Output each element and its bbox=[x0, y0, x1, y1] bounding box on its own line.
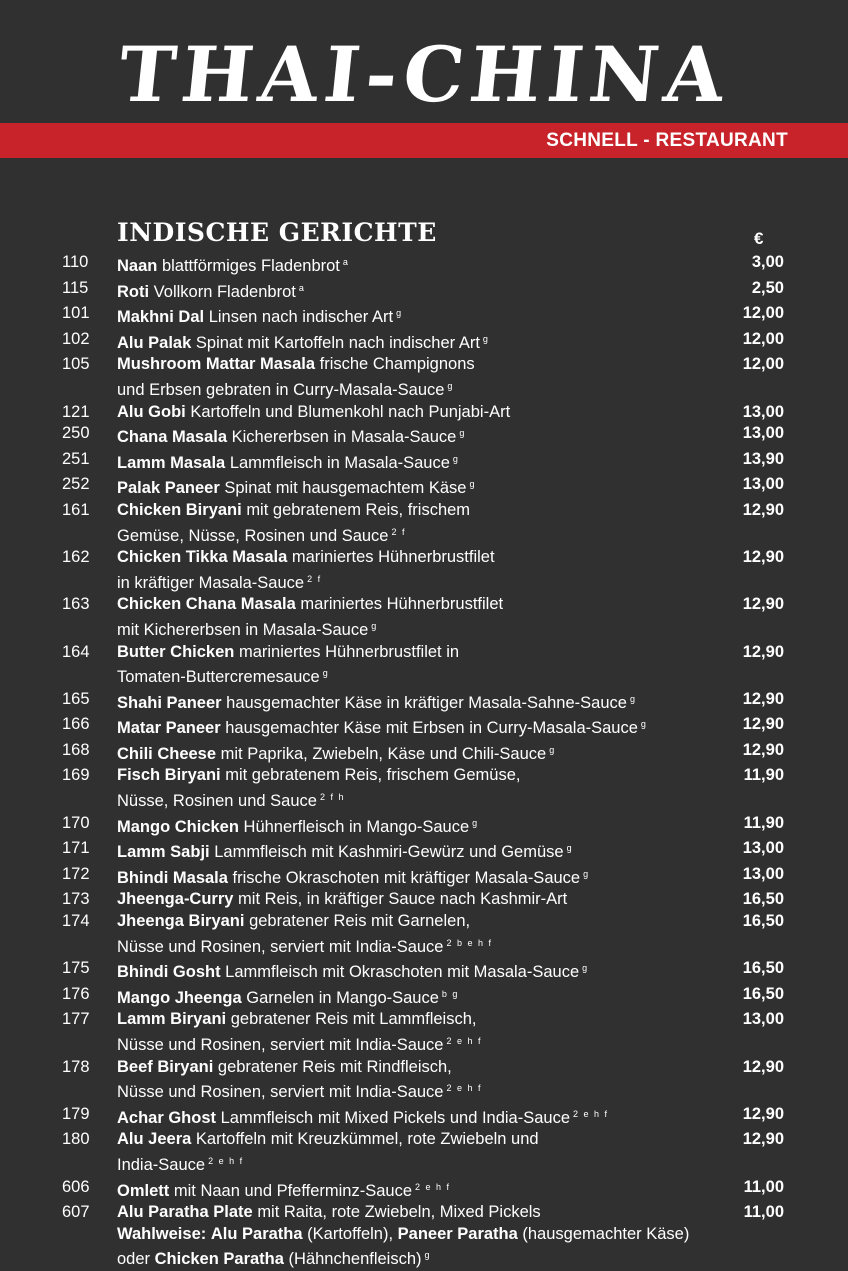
item-price: 13,00 bbox=[742, 864, 784, 883]
item-number: 172 bbox=[62, 864, 90, 883]
item-text: Kichererbsen in Masala-Sauce bbox=[231, 428, 457, 447]
item-number: 174 bbox=[62, 912, 90, 931]
item-line bbox=[117, 547, 733, 569]
item-name: Chicken Chana Masala bbox=[117, 595, 296, 614]
item-line-2 bbox=[117, 522, 733, 548]
item-line bbox=[117, 500, 733, 522]
allergen-codes: g bbox=[322, 668, 330, 679]
item-price: 12,90 bbox=[742, 689, 784, 708]
item-description bbox=[117, 423, 733, 449]
menu-item bbox=[0, 449, 848, 475]
item-price: 12,00 bbox=[742, 329, 784, 348]
menu-item bbox=[0, 354, 848, 401]
menu-list bbox=[0, 252, 848, 1271]
subtitle: SCHNELL - RESTAURANT bbox=[546, 130, 788, 151]
item-price: 12,90 bbox=[742, 595, 784, 614]
item-description bbox=[117, 864, 733, 890]
menu-item bbox=[0, 864, 848, 890]
item-number: 607 bbox=[62, 1203, 90, 1222]
menu-item bbox=[0, 813, 848, 839]
item-text: mit Paprika, Zwiebeln, Käse und Chili-Sauce bbox=[220, 744, 547, 763]
item-line bbox=[117, 1057, 733, 1079]
item-line bbox=[117, 813, 733, 839]
item-line bbox=[117, 1104, 733, 1130]
item-price: 13,00 bbox=[742, 839, 784, 858]
item-name: Roti bbox=[117, 282, 150, 301]
item-text: mariniertes Hühnerbrustfilet bbox=[300, 595, 504, 614]
item-line-2 bbox=[117, 787, 733, 813]
item-line bbox=[117, 714, 733, 740]
menu-item bbox=[0, 329, 848, 355]
item-text: mit Raita, rote Zwiebeln, Mixed Pickels bbox=[257, 1203, 541, 1222]
item-description bbox=[117, 278, 733, 304]
option-desc: (Hähnchenfleisch) bbox=[288, 1250, 422, 1269]
item-line-2 bbox=[117, 569, 733, 595]
menu-item bbox=[0, 402, 848, 424]
item-description bbox=[117, 500, 733, 547]
item-number: 169 bbox=[62, 766, 90, 785]
allergen-codes: 2 b e h f bbox=[446, 937, 493, 948]
item-number: 162 bbox=[62, 548, 90, 567]
allergen-codes: g bbox=[640, 719, 648, 730]
item-name: Palak Paneer bbox=[117, 479, 220, 498]
item-number: 110 bbox=[62, 253, 89, 271]
item-price: 12,00 bbox=[742, 304, 784, 323]
item-price: 13,00 bbox=[742, 424, 784, 443]
menu-item bbox=[0, 740, 848, 766]
item-text: mariniertes Hühnerbrustfilet bbox=[291, 548, 495, 567]
item-name: Omlett bbox=[117, 1181, 170, 1200]
menu-item bbox=[0, 423, 848, 449]
allergen-codes: 2 e h f bbox=[446, 1083, 483, 1094]
item-number: 179 bbox=[62, 1104, 90, 1123]
item-price: 16,50 bbox=[742, 984, 784, 1003]
options-label: Wahlweise: bbox=[117, 1224, 207, 1243]
allergen-codes: 2 e h f bbox=[415, 1181, 451, 1192]
item-price: 13,00 bbox=[742, 1010, 784, 1029]
item-line bbox=[117, 911, 733, 933]
item-price: 12,90 bbox=[742, 1130, 784, 1149]
item-description bbox=[117, 889, 733, 911]
item-line bbox=[117, 889, 733, 911]
allergen-codes: b g bbox=[441, 988, 459, 999]
item-number: 121 bbox=[62, 402, 90, 421]
item-text: Lammfleisch mit Okraschoten mit Masala-Sauce bbox=[225, 963, 580, 982]
item-price: 12,90 bbox=[742, 548, 784, 567]
allergen-codes: g bbox=[549, 744, 556, 755]
item-line bbox=[117, 740, 733, 766]
allergen-codes: g bbox=[396, 308, 403, 319]
allergen-codes: g bbox=[629, 693, 637, 704]
item-number: 173 bbox=[62, 890, 90, 909]
item-price: 11,90 bbox=[743, 813, 784, 832]
allergen-codes: g bbox=[452, 453, 460, 464]
allergen-codes: 2 f bbox=[307, 573, 322, 584]
item-number: 606 bbox=[62, 1177, 90, 1196]
item-price: 11,90 bbox=[743, 766, 784, 785]
item-text-2: mit Kichererbsen in Masala-Sauce bbox=[117, 620, 369, 639]
item-line bbox=[117, 402, 733, 424]
item-price: 3,00 bbox=[751, 253, 784, 271]
item-price: 12,00 bbox=[742, 355, 784, 374]
allergen-codes: 2 f bbox=[391, 526, 407, 537]
item-price: 2,50 bbox=[751, 278, 784, 297]
item-text: Hühnerfleisch in Mango-Sauce bbox=[243, 817, 470, 836]
allergen-codes: g bbox=[482, 333, 490, 344]
allergen-codes: g bbox=[583, 868, 590, 879]
item-text: mit gebratenem Reis, frischem Gemüse, bbox=[225, 766, 521, 785]
item-number: 101 bbox=[62, 304, 90, 323]
item-description bbox=[117, 714, 733, 740]
item-description bbox=[117, 329, 733, 355]
item-number: 251 bbox=[62, 449, 90, 468]
allergen-codes: g bbox=[371, 620, 378, 631]
item-line-2 bbox=[117, 1078, 733, 1104]
item-price: 12,90 bbox=[742, 1104, 784, 1123]
item-number: 166 bbox=[62, 715, 90, 734]
item-line bbox=[117, 423, 733, 449]
item-price: 11,00 bbox=[743, 1203, 784, 1222]
item-price: 12,90 bbox=[742, 500, 784, 519]
item-line bbox=[117, 864, 733, 890]
item-number: 178 bbox=[62, 1057, 90, 1076]
item-text-2: in kräftiger Masala-Sauce bbox=[117, 573, 305, 592]
item-line-2 bbox=[117, 1151, 733, 1177]
item-price: 16,50 bbox=[742, 912, 784, 931]
item-description bbox=[117, 642, 733, 689]
item-name: Chana Masala bbox=[117, 428, 228, 447]
item-line bbox=[117, 642, 733, 664]
item-name: Alu Gobi bbox=[117, 402, 186, 421]
item-text: Linsen nach indischer Art bbox=[208, 308, 394, 327]
item-name: Achar Ghost bbox=[117, 1108, 217, 1127]
item-text-2: Nüsse und Rosinen, serviert mit India-Sauce bbox=[117, 1083, 444, 1102]
allergen-codes: g bbox=[447, 380, 454, 391]
menu-item bbox=[0, 278, 848, 304]
item-line-2 bbox=[117, 1031, 733, 1057]
menu-item bbox=[0, 765, 848, 812]
menu-item bbox=[0, 889, 848, 911]
menu-item bbox=[0, 958, 848, 984]
item-text: frische Okraschoten mit kräftiger Masala-Sauce bbox=[232, 868, 581, 887]
item-text: Lammfleisch mit Mixed Pickels und India-Sauce bbox=[220, 1108, 571, 1127]
item-price: 13,90 bbox=[742, 449, 784, 468]
item-price: 16,50 bbox=[742, 959, 784, 978]
item-price: 12,90 bbox=[742, 1057, 784, 1076]
item-description bbox=[117, 547, 733, 594]
menu-item bbox=[0, 1202, 848, 1224]
item-line bbox=[117, 1177, 733, 1203]
item-text: Spinat mit Kartoffeln nach indischer Art bbox=[195, 333, 480, 352]
menu-item bbox=[0, 474, 848, 500]
option-name: Chicken Paratha bbox=[154, 1250, 284, 1269]
item-description bbox=[117, 449, 733, 475]
item-name: Beef Biryani bbox=[117, 1057, 214, 1076]
item-text: Spinat mit hausgemachtem Käse bbox=[224, 479, 467, 498]
item-text: blattförmiges Fladenbrot bbox=[161, 257, 340, 275]
item-text-2: India-Sauce bbox=[117, 1155, 206, 1174]
item-text: Lammfleisch in Masala-Sauce bbox=[229, 453, 450, 472]
item-description bbox=[117, 252, 733, 278]
menu-item bbox=[0, 1177, 848, 1203]
item-line-2 bbox=[117, 616, 733, 642]
item-line bbox=[117, 303, 733, 329]
item-description bbox=[117, 1009, 733, 1056]
item-description bbox=[117, 838, 733, 864]
allergen-codes: 2 e h f bbox=[446, 1036, 483, 1046]
item-text: mit gebratenem Reis, frischem bbox=[246, 500, 471, 519]
item-description bbox=[117, 689, 733, 715]
item-name: Mushroom Mattar Masala bbox=[117, 355, 316, 374]
option-name: Paneer Paratha bbox=[397, 1224, 518, 1243]
item-name: Lamm Biryani bbox=[117, 1010, 227, 1029]
item-number: 102 bbox=[62, 329, 90, 348]
item-line bbox=[117, 449, 733, 475]
item-name: Alu Paratha Plate bbox=[117, 1203, 253, 1222]
item-price: 13,00 bbox=[742, 475, 784, 494]
item-text: gebratener Reis mit Rindfleisch, bbox=[217, 1057, 452, 1076]
item-name: Matar Paneer bbox=[117, 719, 221, 738]
menu-item bbox=[0, 594, 848, 641]
item-number: 171 bbox=[62, 839, 90, 858]
item-price: 13,00 bbox=[742, 402, 784, 421]
item-name: Fisch Biryani bbox=[117, 766, 221, 785]
item-text: mariniertes Hühnerbrustfilet in bbox=[238, 642, 460, 661]
item-name: Chicken Biryani bbox=[117, 500, 242, 519]
option-desc: (Kartoffeln), bbox=[307, 1224, 394, 1243]
menu-item bbox=[0, 252, 848, 278]
paratha-options-line-1 bbox=[117, 1224, 797, 1246]
item-number: 168 bbox=[62, 740, 90, 759]
item-description bbox=[117, 984, 733, 1010]
item-text: mit Reis, in kräftiger Sauce nach Kashmir-Art bbox=[238, 890, 568, 909]
allergen-codes: g bbox=[469, 479, 476, 490]
option-desc: (hausgemachter Käse) bbox=[522, 1224, 690, 1243]
item-line bbox=[117, 1129, 733, 1151]
item-name: Butter Chicken bbox=[117, 642, 235, 661]
item-line bbox=[117, 354, 733, 376]
item-name: Chicken Tikka Masala bbox=[117, 548, 288, 567]
item-number: 170 bbox=[62, 813, 90, 832]
paratha-options-line-2 bbox=[117, 1245, 797, 1271]
item-line bbox=[117, 1202, 733, 1224]
item-text: mit Naan und Pfefferminz-Sauce bbox=[173, 1181, 413, 1200]
allergen-codes: g bbox=[459, 428, 466, 439]
item-name: Bhindi Gosht bbox=[117, 963, 221, 982]
allergen-codes: g bbox=[472, 817, 479, 828]
item-description bbox=[117, 303, 733, 329]
menu-item bbox=[0, 500, 848, 547]
item-name: Mango Jheenga bbox=[117, 988, 242, 1007]
item-text: Kartoffeln und Blumenkohl nach Punjabi-Art bbox=[190, 402, 511, 421]
item-description bbox=[117, 1057, 733, 1104]
item-text: gebratener Reis mit Lammfleisch, bbox=[230, 1010, 477, 1029]
item-description bbox=[117, 1104, 733, 1130]
item-number: 252 bbox=[62, 475, 90, 494]
item-number: 175 bbox=[62, 959, 90, 978]
section-title: INDISCHE GERICHTE bbox=[117, 218, 437, 247]
item-price: 16,50 bbox=[742, 890, 784, 909]
item-name: Shahi Paneer bbox=[117, 693, 222, 712]
menu-item bbox=[0, 1104, 848, 1130]
menu-item bbox=[0, 303, 848, 329]
item-line bbox=[117, 689, 733, 715]
allergen-codes: 2 f h bbox=[319, 792, 345, 803]
menu-item bbox=[0, 1057, 848, 1104]
item-name: Lamm Sabji bbox=[117, 843, 210, 862]
menu-item bbox=[0, 714, 848, 740]
item-description bbox=[117, 813, 733, 839]
item-line bbox=[117, 958, 733, 984]
item-description bbox=[117, 402, 733, 424]
item-description bbox=[117, 1202, 733, 1224]
item-line bbox=[117, 984, 733, 1010]
menu-item bbox=[0, 911, 848, 958]
item-text: Lammfleisch mit Kashmiri-Gewürz und Gemüse bbox=[214, 843, 564, 862]
item-name: Makhni Dal bbox=[117, 308, 205, 327]
item-name: Bhindi Masala bbox=[117, 868, 228, 887]
item-text: hausgemachter Käse mit Erbsen in Curry-Masala-Sauce bbox=[225, 719, 638, 738]
allergen-codes: g bbox=[582, 963, 589, 974]
item-name: Mango Chicken bbox=[117, 817, 239, 836]
brand-title: THAI-CHINA bbox=[114, 30, 735, 119]
currency-symbol: € bbox=[754, 229, 764, 248]
allergen-codes: a bbox=[298, 282, 306, 293]
item-number: 105 bbox=[62, 355, 90, 374]
item-price: 12,90 bbox=[742, 740, 784, 759]
menu-item bbox=[0, 838, 848, 864]
item-line bbox=[117, 474, 733, 500]
item-description bbox=[117, 1129, 733, 1176]
item-name: Chili Cheese bbox=[117, 744, 217, 763]
item-name: Naan bbox=[117, 257, 158, 275]
item-number: 115 bbox=[62, 278, 89, 297]
item-number: 161 bbox=[62, 500, 90, 519]
item-text-2: Gemüse, Nüsse, Rosinen und Sauce bbox=[117, 526, 389, 545]
menu-item bbox=[0, 1009, 848, 1056]
item-text-2: Tomaten-Buttercremesauce bbox=[117, 668, 320, 687]
item-text-2: Nüsse und Rosinen, serviert mit India-Sauce bbox=[117, 937, 444, 956]
item-description bbox=[117, 765, 733, 812]
menu-item bbox=[0, 689, 848, 715]
allergen-codes: 2 e h f bbox=[573, 1108, 609, 1119]
item-price: 12,90 bbox=[742, 715, 784, 734]
item-line bbox=[117, 1009, 733, 1031]
item-line bbox=[117, 278, 733, 304]
allergen-codes: g bbox=[424, 1250, 432, 1261]
item-text: gebratener Reis mit Garnelen, bbox=[249, 912, 471, 931]
item-name: Jheenga Biryani bbox=[117, 912, 245, 931]
item-line bbox=[117, 329, 733, 355]
item-price: 11,00 bbox=[743, 1177, 784, 1196]
item-name: Alu Jeera bbox=[117, 1130, 192, 1149]
item-text: Garnelen in Mango-Sauce bbox=[246, 988, 439, 1007]
item-name: Alu Palak bbox=[117, 333, 192, 352]
item-number: 250 bbox=[62, 424, 90, 443]
item-description bbox=[117, 911, 733, 958]
options-connector: oder bbox=[117, 1250, 151, 1269]
allergen-codes: a bbox=[342, 257, 350, 267]
item-description bbox=[117, 958, 733, 984]
menu-item bbox=[0, 1129, 848, 1176]
item-text-2: Nüsse, Rosinen und Sauce bbox=[117, 792, 317, 811]
item-text-2: Nüsse und Rosinen, serviert mit India-Sauce bbox=[117, 1036, 444, 1054]
menu-item bbox=[0, 984, 848, 1010]
item-description bbox=[117, 1177, 733, 1203]
item-text: frische Champignons bbox=[319, 355, 475, 374]
item-line-2 bbox=[117, 663, 733, 689]
option-name: Alu Paratha bbox=[210, 1224, 303, 1243]
subtitle-bar bbox=[0, 123, 848, 158]
item-description bbox=[117, 354, 733, 401]
item-number: 180 bbox=[62, 1130, 90, 1149]
item-line bbox=[117, 594, 733, 616]
item-text: Vollkorn Fladenbrot bbox=[153, 282, 296, 301]
item-text: Kartoffeln mit Kreuzkümmel, rote Zwiebeln und bbox=[195, 1130, 539, 1149]
item-description bbox=[117, 474, 733, 500]
item-number: 176 bbox=[62, 984, 90, 1003]
item-text-2: und Erbsen gebraten in Curry-Masala-Sauce bbox=[117, 380, 445, 399]
allergen-codes: 2 e h f bbox=[208, 1155, 244, 1166]
item-line bbox=[117, 765, 733, 787]
item-number: 177 bbox=[62, 1010, 90, 1029]
item-name: Lamm Masala bbox=[117, 453, 226, 472]
item-number: 165 bbox=[62, 689, 90, 708]
item-number: 163 bbox=[62, 595, 90, 614]
item-description bbox=[117, 594, 733, 641]
item-name: Jheenga-Curry bbox=[117, 890, 234, 909]
item-line bbox=[117, 252, 733, 278]
item-line-2 bbox=[117, 933, 733, 959]
menu-item bbox=[0, 642, 848, 689]
menu-item bbox=[0, 547, 848, 594]
item-price: 12,90 bbox=[742, 642, 784, 661]
item-line-2 bbox=[117, 376, 733, 402]
item-line bbox=[117, 838, 733, 864]
item-number: 164 bbox=[62, 642, 90, 661]
restaurant-logo bbox=[0, 30, 848, 120]
item-text: hausgemachter Käse in kräftiger Masala-Sahne-Sauce bbox=[226, 693, 627, 712]
allergen-codes: g bbox=[566, 843, 574, 854]
item-description bbox=[117, 740, 733, 766]
